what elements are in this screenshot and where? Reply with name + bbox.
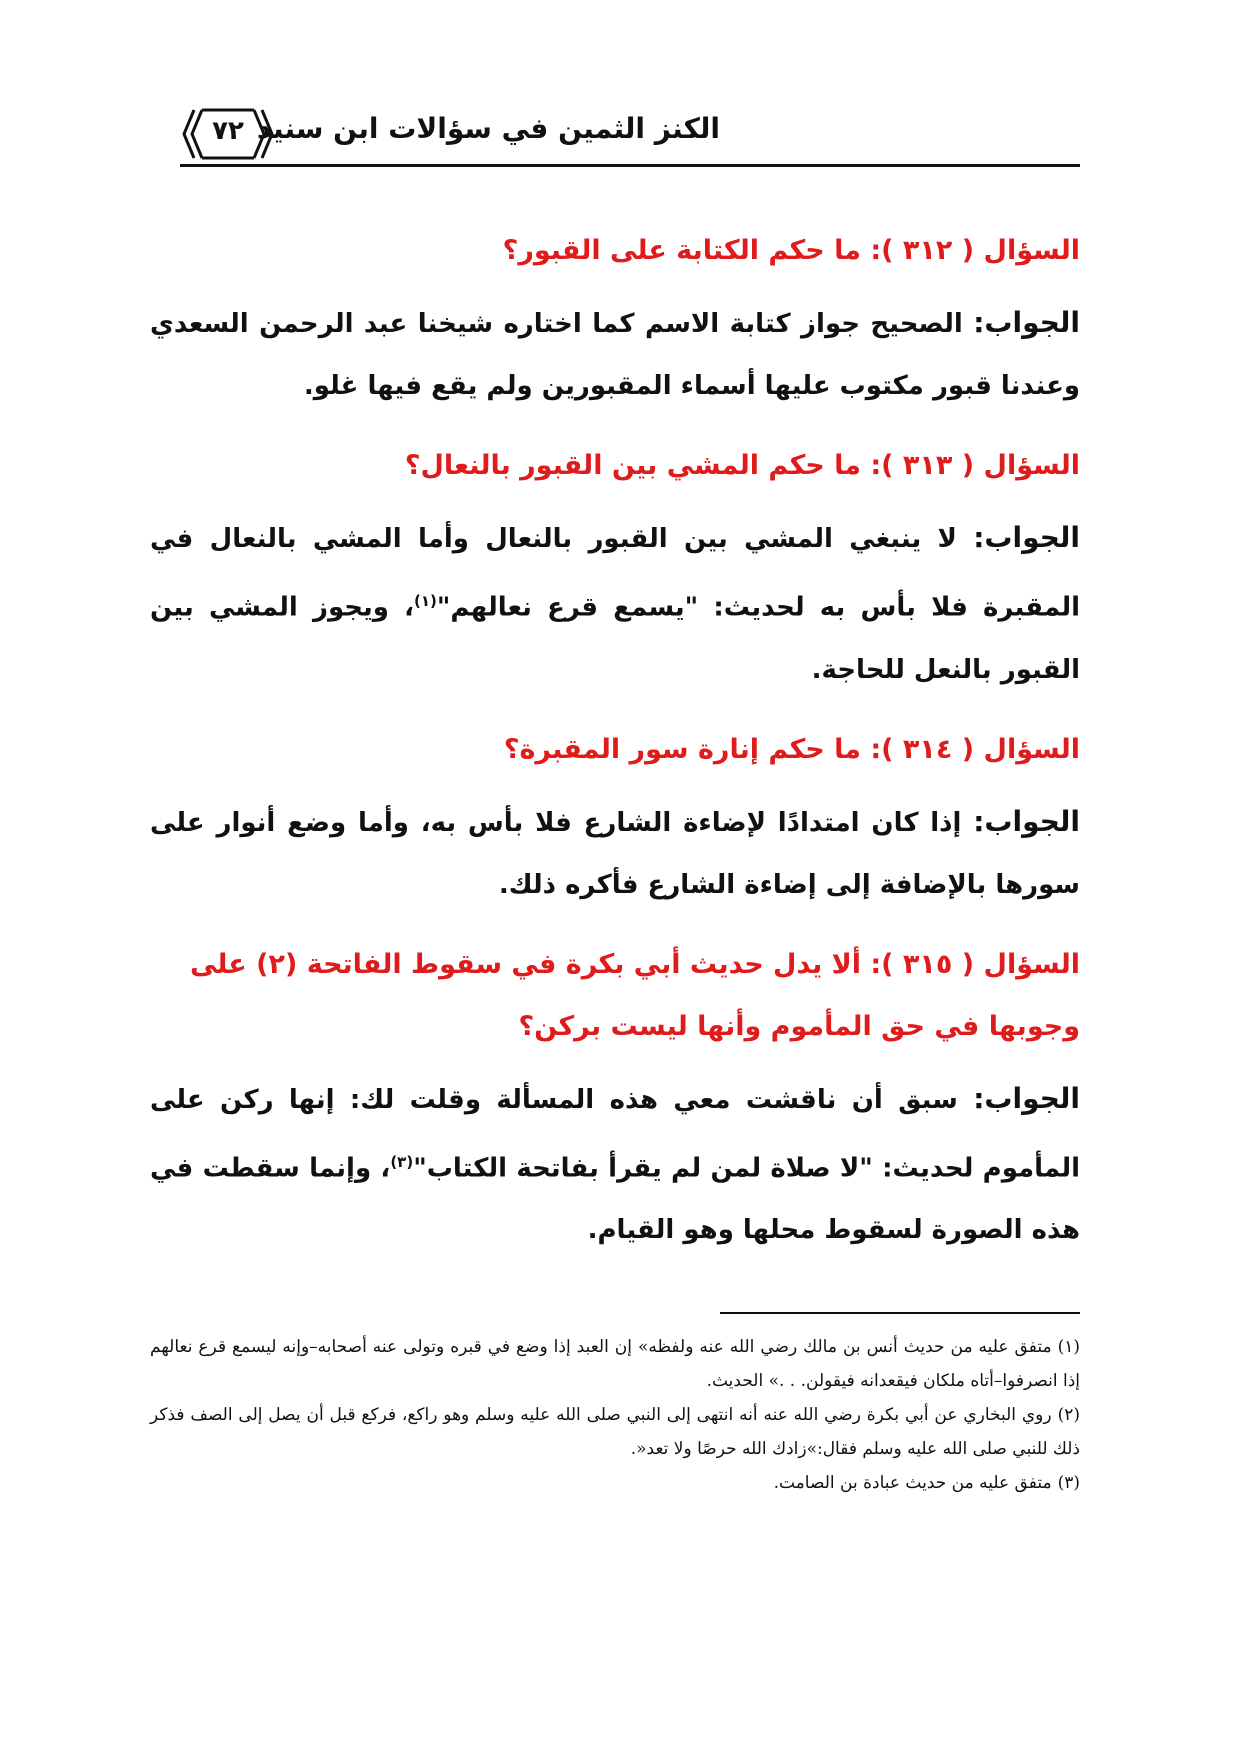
answer-312 <box>150 292 1080 417</box>
answer-label: الجواب: <box>973 1081 1080 1115</box>
footnote-number: (٣) <box>1057 1473 1080 1493</box>
answer-text: لا ينبغي المشي بين القبور بالنعال وأما المشي بالنعال في المقبرة فلا بأس به لحديث: "يسمع قرع نعالهم" <box>150 524 1080 623</box>
question-312: السؤال ( ٣١٢ ): ما حكم الكتابة على القبور؟ <box>502 235 1080 266</box>
answer-text-continued: ، ويجوز المشي بين القبور بالنعل للحاجة. <box>150 592 1080 685</box>
answer-label: الجواب: <box>973 521 1080 554</box>
footnote-1 <box>150 1330 1080 1398</box>
footnote-divider <box>720 1312 1080 1314</box>
answer-315 <box>150 1068 1080 1262</box>
footnote-text: متفق عليه من حديث أنس بن مالك رضي الله عنه ولفظه» إن العبد إذا وضع في قبره وتولى عنه أصحابه–وإنه ليسمع قرع نعالهم إذا انصرفوا–أتاه ملكان فيقعدانه فيقولن. . .» الحديث. <box>150 1337 1080 1391</box>
footnote-text: روي البخاري عن أبي بكرة رضي الله عنه أنه انتهى إلى النبي صلى الله عليه وسلم وهو راكع، فركع قبل أن يصل إلى الصف فذكر ذلك للنبي صلى الله عليه وسلم فقال:»زادك الله حرصًا ولا تعد«. <box>150 1405 1080 1459</box>
footnote-2 <box>150 1398 1080 1466</box>
page-number-badge <box>180 108 276 160</box>
answer-text-continued: ، وإنما سقطت في هذه الصورة لسقوط محلها وهو القيام. <box>150 1153 1080 1246</box>
page-header <box>180 108 1080 164</box>
answer-label: الجواب: <box>973 804 1080 838</box>
question-313: السؤال ( ٣١٣ ): ما حكم المشي بين القبور بالنعال؟ <box>404 450 1080 481</box>
answer-text: سبق أن ناقشت معي هذه المسألة وقلت لك: إنها ركن على المأموم لحديث: "لا صلاة لمن لم يقرأ بفاتحة الكتاب" <box>150 1084 1080 1184</box>
footnotes <box>150 1330 1080 1500</box>
main-content <box>150 220 1080 1279</box>
footnote-number: (١) <box>1057 1337 1080 1357</box>
footnote-ref-1[interactable]: (١) <box>414 592 437 610</box>
footnote-number: (٢) <box>1057 1405 1080 1425</box>
answer-314 <box>150 791 1080 916</box>
answer-313 <box>150 507 1080 701</box>
question-314: السؤال ( ٣١٤ ): ما حكم إنارة سور المقبرة؟ <box>503 733 1080 765</box>
answer-text: إذا كان امتدادًا لإضاءة الشارع فلا بأس به، وأما وضع أنوار على سورها بالإضافة إلى إضاءة الشارع فأكره ذلك. <box>150 807 1080 900</box>
header-divider <box>180 164 1080 167</box>
book-title: الكنز الثمين في سؤالات ابن سنيد <box>256 112 720 145</box>
footnote-3 <box>150 1466 1080 1500</box>
question-315: السؤال ( ٣١٥ ): ألا يدل حديث أبي بكرة في سقوط الفاتحة (٢) على وجوبها في حق المأموم وأنها ليست بركن؟ <box>189 948 1080 1042</box>
answer-label: الجواب: <box>973 306 1080 339</box>
footnote-text: متفق عليه من حديث عبادة بن الصامت. <box>773 1473 1052 1493</box>
answer-text: الصحيح جواز كتابة الاسم كما اختاره شيخنا عبد الرحمن السعدي وعندنا قبور مكتوب عليها أسماء المقبورين ولم يقع فيها غلو. <box>150 309 1080 401</box>
page-number: ٧٢ <box>212 116 244 146</box>
footnote-ref-3[interactable]: (٣) <box>390 1152 414 1171</box>
